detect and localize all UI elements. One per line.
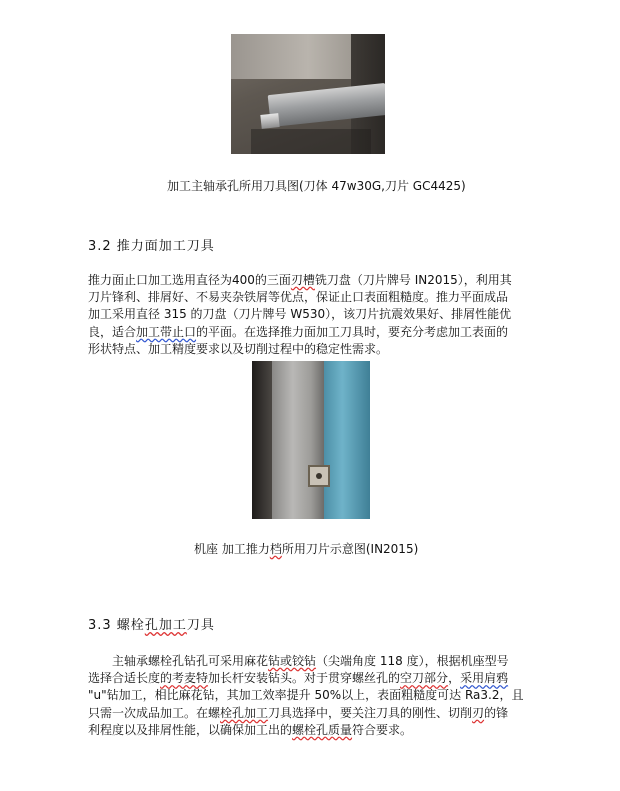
cutter-insert-photo <box>252 361 370 519</box>
section-3-2-paragraph <box>88 272 512 358</box>
tool-holder-photo <box>231 34 385 154</box>
para-line: 只需一次成品加工。在螺栓孔加工刀具选择中，要关注刀具的刚性、切削刃的锋 <box>88 705 509 720</box>
para-line: 加工采用直径 315 的刀盘（刀片牌号 W530），该刀片抗震效果好、排屑性能优 <box>88 307 512 322</box>
figure2-caption: 机座 加工推力档所用刀片示意图(IN2015) <box>194 542 419 556</box>
para-line: 推力面止口加工选用直径为400的三面刃槽铣刀盘（刀片牌号 IN2015），利用其 <box>88 273 512 287</box>
para-line: 主轴承螺栓孔钻孔可采用麻花钻或铰钻（尖端角度 118 度），根据机座型号 <box>88 654 509 668</box>
para-line: 形状特点、加工精度要求以及切削过程中的稳定性需求。 <box>88 341 389 356</box>
figure1-caption: 加工主轴承孔所用刀具图(刀体 47w30G,刀片 GC4425) <box>167 179 466 193</box>
section-3-3-paragraph <box>88 653 523 739</box>
section-3-2-heading: 3.2 推力面加工刀具 <box>88 239 215 254</box>
section-3-3-heading: 3.3 螺栓孔加工刀具 <box>88 618 215 633</box>
para-line: 刀片锋利、排屑好、不易夹杂铁屑等优点，保证止口表面粗糙度。推力平面成品 <box>88 290 509 305</box>
para-line: 选择合适长度的考麦特加长杆安装钻头。对于贯穿螺丝孔的空刀部分，采用肩鸦 <box>88 671 509 686</box>
para-line: 良，适合加工带止口的平面。在选择推力面加工刀具时，要充分考虑加工表面的 <box>88 324 509 339</box>
para-line: 利程度以及排屑性能，以确保加工出的螺栓孔质量符合要求。 <box>88 722 413 737</box>
para-line: "u"钻加工，相比麻花钻，其加工效率提升 50%以上，表面粗糙度可达 Ra3.2，且 <box>88 688 524 703</box>
